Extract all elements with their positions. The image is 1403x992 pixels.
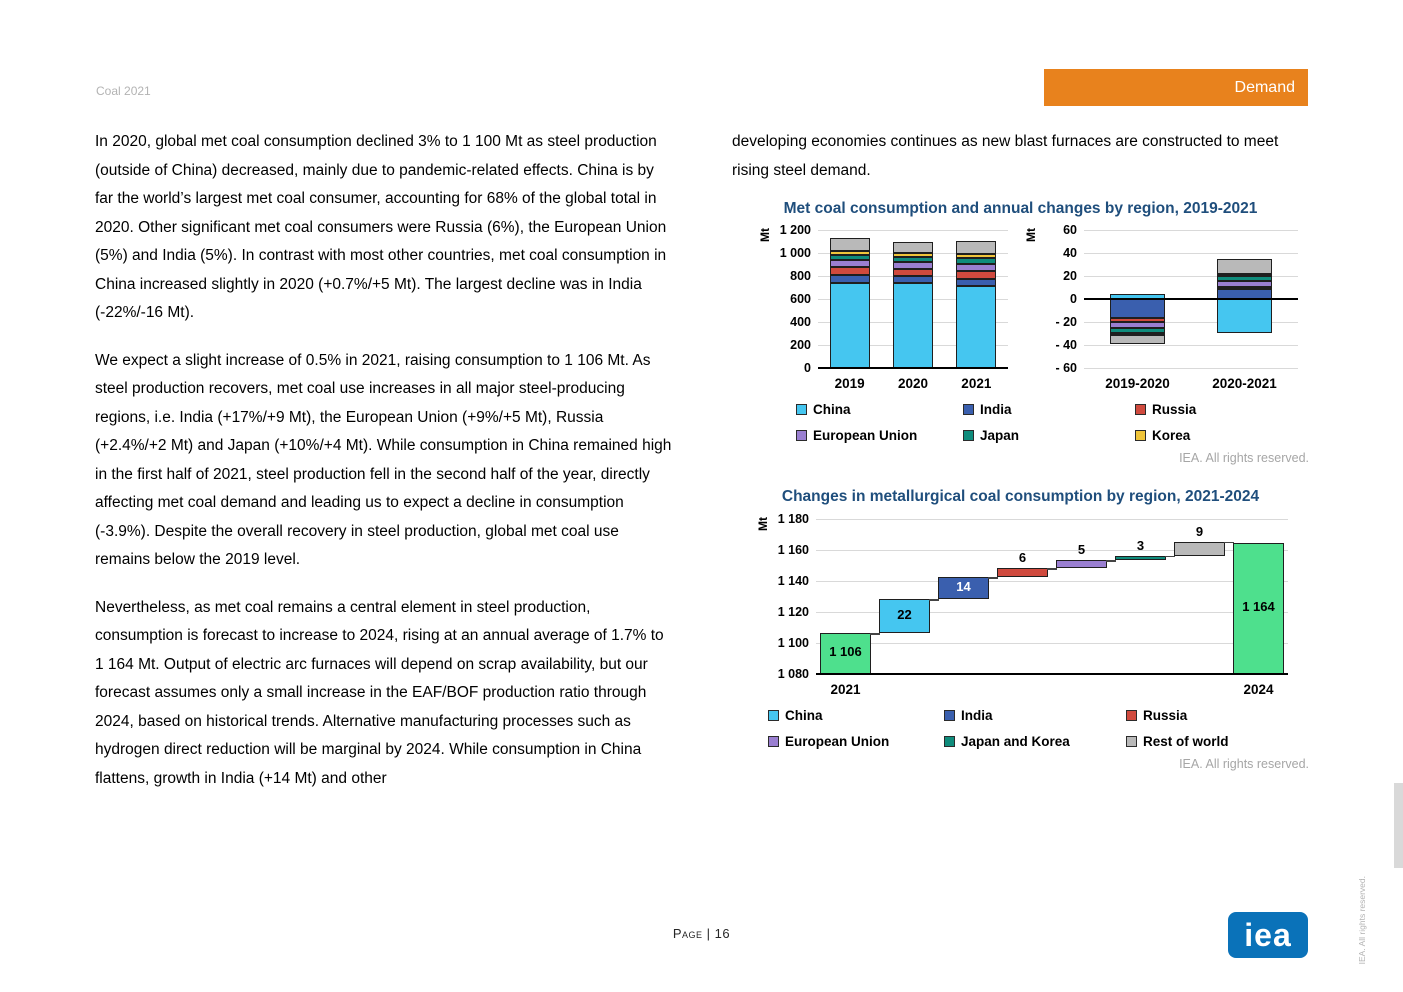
- bar-segment-european-union: [1217, 281, 1272, 287]
- gridline: [1084, 230, 1298, 231]
- waterfall-connector: [1224, 542, 1234, 544]
- bar-segment-russia: [830, 267, 870, 275]
- waterfall-connector: [988, 577, 998, 579]
- gridline: [816, 581, 1288, 582]
- plot-area: [1084, 230, 1298, 368]
- plot-column: [818, 230, 1008, 394]
- bar-segment-japan: [830, 255, 870, 260]
- legend-label-rest-of-world: Rest of world: [1143, 733, 1229, 749]
- bar-segment-rest-of-world: [830, 238, 870, 251]
- y-tick-label: 0: [1070, 292, 1077, 307]
- x-tick-label: 2024: [1243, 681, 1274, 697]
- gridline: [1084, 253, 1298, 254]
- y-tick-label: 1 000: [779, 246, 811, 261]
- legend-label-japan-and-korea: Japan and Korea: [961, 733, 1070, 749]
- waterfall-connector: [929, 599, 939, 601]
- y-axis: [1038, 223, 1084, 376]
- report-title: Coal 2021: [96, 84, 151, 98]
- legend-label-russia: Russia: [1152, 402, 1197, 418]
- y-tick-label: 1 100: [777, 635, 809, 650]
- intro-paragraph: developing economies continues as new blast furnaces are constructed to meet rising steel demand.: [732, 133, 1279, 179]
- bar-segment-china: [1217, 299, 1272, 332]
- gridline: [816, 643, 1288, 644]
- bar-segment-japan: [1217, 276, 1272, 281]
- chart2-legend: [768, 708, 1309, 749]
- y-tick-label: - 60: [1055, 361, 1077, 376]
- waterfall-bar-japan-and-korea: [1115, 556, 1166, 561]
- bar-value-label: 1 164: [1242, 599, 1275, 615]
- y-tick-label: - 40: [1055, 338, 1077, 353]
- chapter-banner-label: Demand: [1234, 78, 1295, 96]
- bar-value-label: 3: [1136, 537, 1145, 553]
- y-axis: [770, 511, 816, 681]
- legend-swatch-india: [944, 710, 955, 721]
- bar-segment-european-union: [956, 264, 996, 271]
- gridline: [816, 519, 1288, 520]
- waterfall-connector: [870, 633, 880, 635]
- y-tick-label: 60: [1063, 223, 1077, 238]
- body-text-column: [95, 128, 675, 812]
- bar-value-label: 6: [1018, 550, 1027, 566]
- x-axis: [816, 674, 1288, 700]
- legend-item-japan: [963, 428, 1135, 443]
- subchart-2019: [758, 223, 1008, 394]
- bar-segment-rest-of-world: [956, 241, 996, 254]
- subchart-2019-2020: [1024, 223, 1298, 394]
- legend-label-european-union: European Union: [785, 733, 890, 749]
- legend-swatch-japan-and-korea: [944, 736, 955, 747]
- y-tick-label: 1 140: [777, 573, 809, 588]
- x-tick-label: 2021: [830, 681, 861, 697]
- bar-segment-india: [830, 275, 870, 283]
- x-tick-label: 2019: [834, 376, 865, 392]
- plot-column: [1084, 230, 1298, 394]
- bar-segment-european-union: [830, 260, 870, 267]
- legend-item-european-union: [768, 734, 944, 749]
- y-axis-title: Mt: [756, 516, 770, 531]
- legend-item-rest-of-world: [1126, 734, 1309, 749]
- y-tick-label: - 20: [1055, 315, 1077, 330]
- y-tick-label: 20: [1063, 269, 1077, 284]
- legend-label-korea: Korea: [1152, 428, 1191, 444]
- y-tick-label: 1 160: [777, 542, 809, 557]
- bar-segment-european-union: [893, 262, 933, 268]
- legend-item-russia: [1135, 402, 1309, 417]
- side-copyright-note: IEA. All rights reserved.: [1357, 876, 1367, 965]
- bar-segment-korea: [893, 253, 933, 257]
- legend-swatch-india: [963, 404, 974, 415]
- y-tick-label: 200: [790, 338, 811, 353]
- y-tick-label: 0: [804, 361, 811, 376]
- waterfall-chart: [756, 511, 1309, 700]
- chart1-legend: [796, 402, 1309, 443]
- gridline: [818, 230, 1008, 231]
- y-tick-label: 1 180: [777, 511, 809, 526]
- chart1-plots: [758, 223, 1309, 394]
- waterfall-connector: [1047, 568, 1057, 570]
- y-tick-label: 800: [790, 269, 811, 284]
- bar-value-label: 22: [897, 607, 912, 623]
- bar-segment-china: [893, 283, 933, 369]
- bar-segment-korea: [956, 254, 996, 258]
- side-strip: [1394, 783, 1403, 868]
- legend-swatch-european-union: [768, 736, 779, 747]
- y-tick-label: 400: [790, 315, 811, 330]
- y-axis: [772, 223, 818, 376]
- chart-consumption-section: [732, 197, 1309, 465]
- bar-segment-india: [956, 279, 996, 286]
- legend-label-russia: Russia: [1143, 707, 1188, 723]
- waterfall-bar-rest-of-world: [1174, 542, 1225, 556]
- x-tick-label: 2020: [897, 376, 929, 392]
- x-tick-label: 2020-2021: [1212, 376, 1277, 392]
- legend-swatch-japan: [963, 430, 974, 441]
- chart2-credit: IEA. All rights reserved.: [1179, 756, 1309, 771]
- legend-label-japan: Japan: [980, 428, 1020, 444]
- iea-logo: iea: [1228, 912, 1308, 958]
- waterfall-connector: [1106, 560, 1116, 562]
- legend-swatch-rest-of-world: [1126, 736, 1137, 747]
- plot-area: [816, 519, 1288, 674]
- bar-value-label: 1 106: [829, 644, 862, 660]
- legend-label-european-union: European Union: [813, 428, 918, 444]
- bar-value-label: 9: [1195, 523, 1204, 539]
- y-tick-label: 600: [790, 292, 811, 307]
- y-tick-label: 1 200: [779, 223, 811, 238]
- legend-item-european-union: [796, 428, 963, 443]
- x-axis: [818, 368, 1008, 394]
- x-tick-label: 2021: [961, 376, 992, 392]
- legend-item-japan-and-korea: [944, 734, 1126, 749]
- legend-swatch-china: [768, 710, 779, 721]
- legend-item-russia: [1126, 708, 1309, 723]
- legend-label-india: India: [980, 402, 1012, 418]
- chapter-banner: [1044, 69, 1308, 106]
- y-axis-title: Mt: [758, 228, 772, 243]
- body-paragraph: In 2020, global met coal consumption declined 3% to 1 100 Mt as steel production (outside of China) decreased, mainly due to pandemic-related effects. China is by far the world’s largest met coal consumer, accounting for 68% of the global total in 2020. Other significant met coal consumers were Russia (6%), the European Union (5%) and India (5%). In contrast with most other countries, met coal consumption in China increased slightly in 2020 (+0.7%/+5 Mt). The largest decline was in India (-22%/-16 Mt).: [95, 133, 667, 322]
- plot-area: [818, 230, 1008, 368]
- right-column: [732, 128, 1309, 771]
- waterfall-connector: [1165, 556, 1175, 558]
- bar-value-label: 14: [956, 579, 971, 595]
- bar-segment-russia: [893, 269, 933, 277]
- bar-segment-china: [956, 286, 996, 368]
- gridline: [1084, 345, 1298, 346]
- bar-segment-russia: [956, 271, 996, 279]
- x-axis: [1084, 368, 1298, 394]
- legend-label-china: China: [813, 402, 851, 418]
- bar-segment-korea: [830, 251, 870, 255]
- legend-label-india: India: [961, 707, 993, 723]
- legend-swatch-european-union: [796, 430, 807, 441]
- legend-swatch-russia: [1126, 710, 1137, 721]
- bar-segment-rest-of-world: [1217, 259, 1272, 274]
- page-number: Page | 16: [672, 926, 731, 941]
- chart1-credit: IEA. All rights reserved.: [1179, 451, 1309, 466]
- waterfall-bar-russia: [997, 568, 1048, 577]
- bar-segment-rest-of-world: [893, 242, 933, 254]
- legend-swatch-russia: [1135, 404, 1146, 415]
- plot-column: [816, 519, 1288, 700]
- bar-segment-india: [893, 276, 933, 282]
- y-axis-title: Mt: [1024, 228, 1038, 243]
- bar-segment-korea: [1217, 274, 1272, 276]
- bar-segment-japan: [956, 258, 996, 263]
- bar-segment-japan: [893, 257, 933, 262]
- bar-segment-china: [830, 283, 870, 368]
- y-tick-label: 1 080: [777, 666, 809, 681]
- body-paragraph: We expect a slight increase of 0.5% in 2021, raising consumption to 1 106 Mt. As steel production recovers, met coal use increases in all major steel-producing regions, i.e. India (+17%/+9 Mt), the European Union (+9%/+5 Mt), Russia (+2.4%/+2 Mt) and Japan (+10%/+4 Mt). While consumption in China remained high in the first half of 2021, steel production fell in the second half of the year, directly affecting met coal demand and leading us to expect a decline in consumption (-3.9%). Despite the overall recovery in steel production, global met coal use remains below the 2019 level.: [95, 351, 672, 569]
- legend-item-india: [944, 708, 1126, 723]
- legend-item-china: [796, 402, 963, 417]
- bar-segment-russia: [1217, 287, 1272, 289]
- bar-segment-rest-of-world: [1110, 335, 1165, 344]
- legend-item-india: [963, 402, 1135, 417]
- x-tick-label: 2019-2020: [1105, 376, 1170, 392]
- axis-baseline: [1084, 298, 1298, 300]
- body-paragraph: Nevertheless, as met coal remains a central element in steel production, consumption is forecast to increase to 2024, rising at an annual average of 1.7% to 1 164 Mt. Output of electric arc furnaces will depend on scrap availability, but our forecast assumes only a small increase in the EAF/BOF production ratio through 2024, based on historical trends. Alternative manufacturing processes such as hydrogen direct reduction will be marginal by 2024. While consumption in China flattens, growth in India (+14 Mt) and other: [95, 598, 664, 787]
- chart-waterfall-section: [732, 485, 1309, 770]
- y-tick-label: 1 120: [777, 604, 809, 619]
- waterfall-bar-european-union: [1056, 560, 1107, 568]
- bar-segment-india: [1110, 299, 1165, 317]
- chart2-plots: [756, 511, 1309, 700]
- legend-swatch-china: [796, 404, 807, 415]
- legend-label-china: China: [785, 707, 823, 723]
- legend-swatch-korea: [1135, 430, 1146, 441]
- y-tick-label: 40: [1063, 246, 1077, 261]
- legend-item-china: [768, 708, 944, 723]
- chart2-title: Changes in metallurgical coal consumption by region, 2021-2024: [781, 488, 1260, 506]
- bar-value-label: 5: [1077, 542, 1086, 558]
- legend-item-korea: [1135, 428, 1309, 443]
- chart1-title: Met coal consumption and annual changes by region, 2019-2021: [783, 200, 1258, 218]
